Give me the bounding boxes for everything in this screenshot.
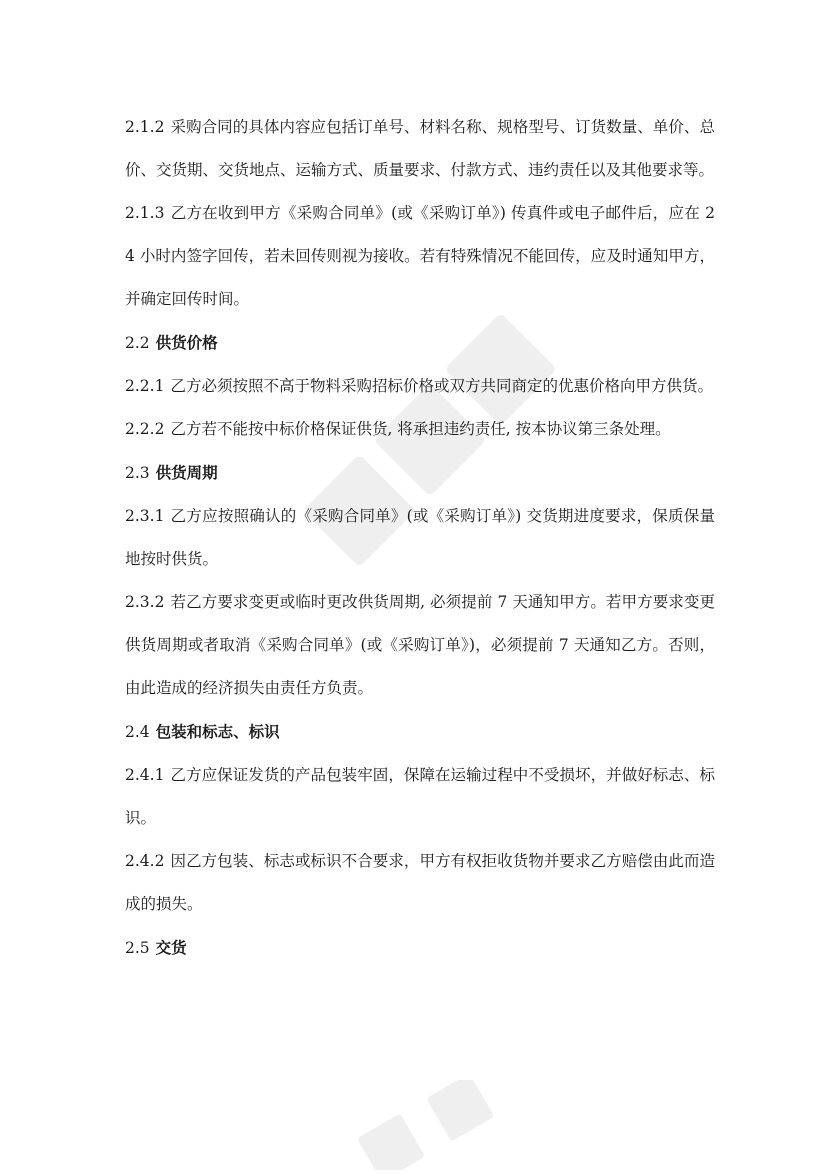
clause-number: 2.2.1 — [125, 377, 165, 395]
clause-number: 2.2.2 — [125, 420, 165, 438]
clause-2-3-2 — [125, 581, 715, 710]
clause-2-1-2 — [125, 106, 715, 192]
clause-text: 乙方应保证发货的产品包装牢固，保障在运输过程中不受损坏，并做好标志、标识。 — [125, 766, 715, 827]
clause-2-1-3 — [125, 192, 715, 321]
section-title: 供货周期 — [155, 463, 218, 482]
section-heading-2-2 — [125, 321, 715, 365]
clause-2-2-1 — [125, 365, 715, 408]
section-heading-2-5 — [125, 926, 715, 970]
clause-number: 2.4.2 — [125, 852, 165, 870]
section-heading-2-3 — [125, 451, 715, 495]
clause-2-2-2 — [125, 408, 715, 451]
clause-text: 采购合同的具体内容应包括订单号、材料名称、规格型号、订货数量、单价、总价、交货期、交货地点、运输方式、质量要求、付款方式、违约责任以及其他要求等。 — [125, 118, 715, 179]
section-number: 2.2 — [125, 334, 150, 352]
clause-text: 乙方必须按照不高于物料采购招标价格或双方共同商定的优惠价格向甲方供货。 — [170, 377, 713, 395]
clause-text: 若乙方要求变更或临时更改供货周期, 必须提前 7 天通知甲方。若甲方要求变更供货周期或者取消《采购合同单》(或《采购订单》)，必须提前 7 天通知乙方。否则，由此造成的经济损失由责任方负责。 — [125, 593, 715, 697]
watermark-logo-bottom — [330, 1080, 530, 1170]
clause-text: 乙方应按照确认的《采购合同单》(或《采购订单》) 交货期进度要求，保质保量地按时供货。 — [125, 507, 715, 568]
section-title: 交货 — [155, 938, 187, 957]
section-number: 2.3 — [125, 464, 150, 482]
clause-2-4-2 — [125, 840, 715, 926]
clause-text: 乙方若不能按中标价格保证供货, 将承担违约责任, 按本协议第三条处理。 — [170, 420, 671, 438]
clause-number: 2.1.2 — [125, 118, 165, 136]
clause-number: 2.3.1 — [125, 507, 165, 525]
section-heading-2-4 — [125, 710, 715, 754]
document-body — [125, 106, 715, 970]
clause-number: 2.1.3 — [125, 204, 165, 222]
clause-2-3-1 — [125, 495, 715, 581]
section-number: 2.5 — [125, 939, 150, 957]
section-number: 2.4 — [125, 723, 150, 741]
clause-text: 因乙方包装、标志或标识不合要求，甲方有权拒收货物并要求乙方赔偿由此而造成的损失。 — [125, 852, 715, 913]
clause-text: 乙方在收到甲方《采购合同单》(或《采购订单》) 传真件或电子邮件后，应在 24 小时内签字回传，若未回传则视为接收。若有特殊情况不能回传，应及时通知甲方，并确定回传时间。 — [125, 204, 715, 308]
clause-number: 2.4.1 — [125, 766, 165, 784]
section-title: 供货价格 — [155, 333, 218, 352]
clause-number: 2.3.2 — [125, 593, 165, 611]
section-title: 包装和标志、标识 — [155, 722, 280, 741]
clause-2-4-1 — [125, 754, 715, 840]
